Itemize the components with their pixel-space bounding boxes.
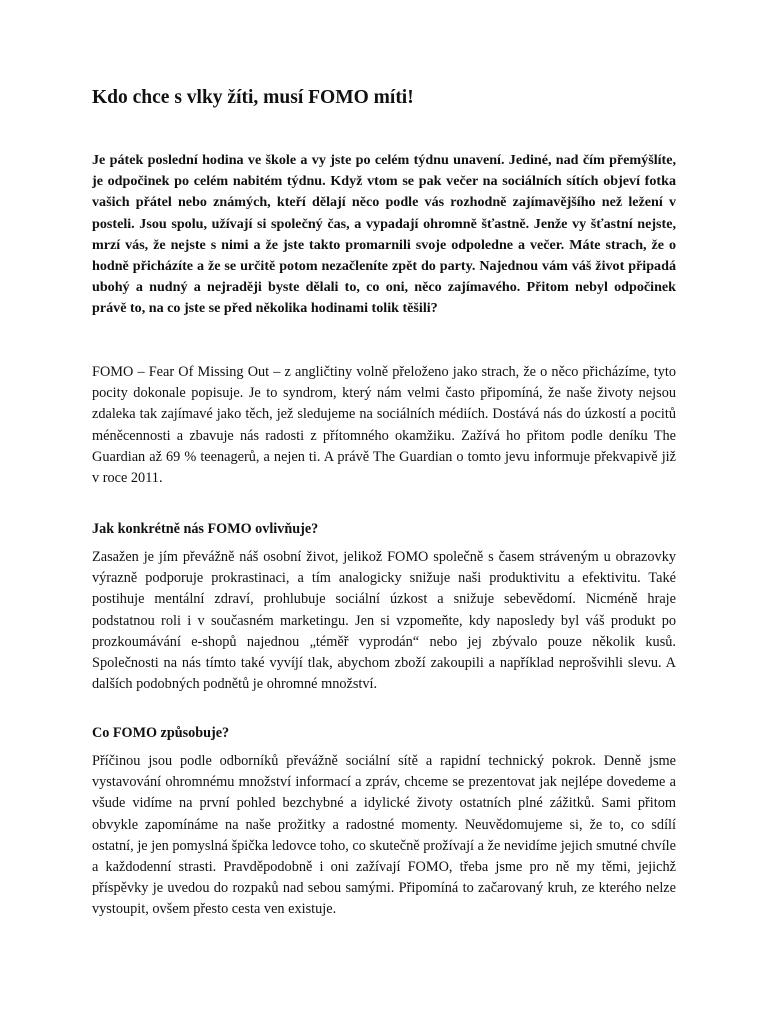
section-heading-causes: Co FOMO způsobuje?: [92, 725, 230, 741]
section-heading-impact: Jak konkrétně nás FOMO ovlivňuje?: [92, 521, 319, 537]
fomo-definition-paragraph: FOMO – Fear Of Missing Out – z angličtiny volně přeloženo jako strach, že o něco přicházíme, tyto pocity dokonale popisuje. Je to syndrom, který nám velmi často připomíná, že naše životy nejsou zdaleka tak zajímavé jako těch, jež sledujeme na sociálních médiích. Dostává nás do úzkostí a pocitů méněcennosti a zbavuje nás radosti z přítomného okamžiku. Zažívá ho přitom podle deníku The Guardian až 69 % teenagerů, a nejen ti. A právě The Guardian o tomto jevu informuje překvapivě již v roce 2011.: [92, 364, 676, 487]
intro-paragraph: Je pátek poslední hodina ve škole a vy jste po celém týdnu unavení. Jediné, nad čím přemýšlíte, je odpočinek po celém nabitém týdnu. Když vtom se pak večer na sociálních sítích objeví fotka vašich přátel nebo známých, kteří dělají něco podle vás rozhodně zajímavějšího než ležení v posteli. Jsou spolu, užívají si společný čas, a vypadají ohromně šťastně. Jenže vy šťastní nejste, mrzí vás, že nejste s nimi a že jste takto promarnili svoje odpoledne a večer. Máte strach, že o hodně přicházíte a že se určitě potom nezačleníte zpět do party. Najednou vám váš život připadá ubohý a nudný a nejraději byste dělali to, co oni, něco zajímavého. Přitom nebyl odpočinek právě to, na co jste se před několika hodinami tolik těšili?: [92, 152, 676, 317]
causes-paragraph: Příčinou jsou podle odborníků převážně sociální sítě a rapidní technický pokrok. Denně jsme vystavování ohromnému množství informací a zpráv, chceme se prezentovat jak nejlépe dovedeme a všude vidíme na první pohled bezchybné a idylické životy ostatních plné zážitků. Sami přitom obvykle zapomínáme na naše prožitky a radostné momenty. Neuvědomujeme si, že to, co sdílí ostatní, je jen pomyslná špička ledovce toho, co skutečně prožívají a že nevidíme jejich smutné chvíle a každodenní strasti. Pravděpodobně i oni zažívají FOMO, třeba jsme pro ně my těmi, jejichž příspěvky je uvedou do rozpaků nad sebou samými. Připomíná to začarovaný kruh, ze kterého nelze vystoupit, ovšem přesto cesta ven existuje.: [92, 753, 676, 918]
document-title: Kdo chce s vlky žíti, musí FOMO míti!: [92, 87, 414, 108]
impact-paragraph: Zasažen je jím převážně náš osobní život, jelikož FOMO společně s časem stráveným u obrazovky výrazně podporuje prokrastinaci, a tím analogicky snižuje naši produktivitu a efektivitu. Také postihuje mentální zdraví, prohlubuje sociální úzkost a snižuje sebevědomí. Nicméně hraje podstatnou roli i v současném marketingu. Jen si vzpomeňte, kdy naposledy byl váš produkt po prozkoumávání e-shopů najednou „téměř vyprodán“ nebo jej zbývalo pouze několik kusů. Společnosti na nás tímto také vyvíjí tlak, abychom zboží zakoupili a například neprošvihli slevu. A dalších podobných podnětů je ohromné množství.: [92, 549, 676, 693]
